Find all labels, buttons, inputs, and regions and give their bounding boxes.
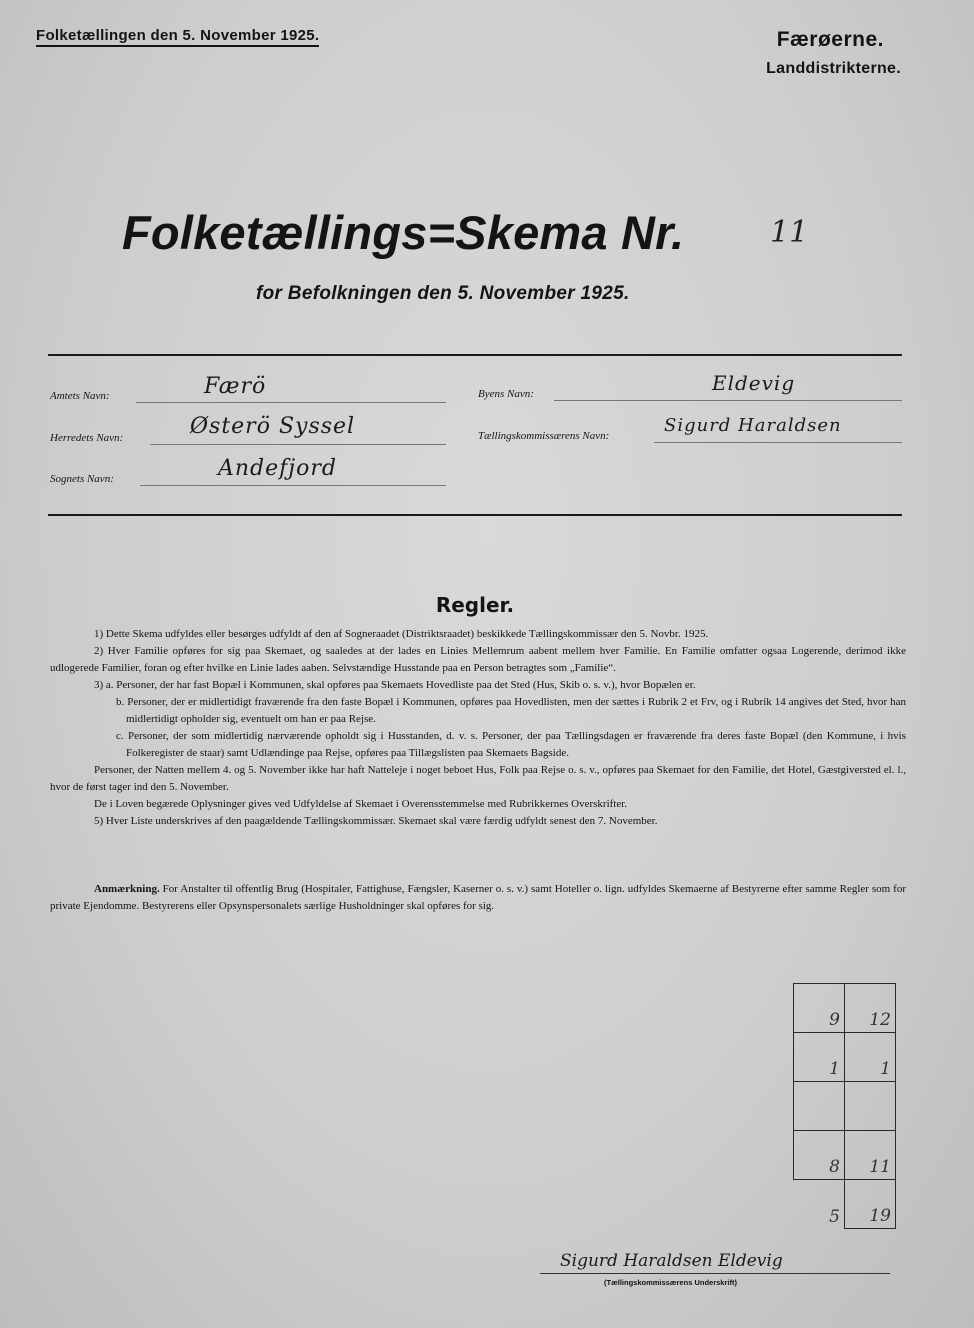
- sogn-label: Sognets Navn:: [50, 473, 114, 485]
- sogn-field-line: [140, 485, 446, 486]
- form-title: Folketællings=Skema Nr.: [122, 206, 685, 259]
- top-rule: [48, 354, 902, 356]
- rule-5: 5) Hver Liste underskrives af den paagældende Tællingskommissær. Skemaet skal være færdig udfyldt senest den 7. November.: [94, 815, 658, 827]
- form-number: 11: [770, 215, 809, 250]
- tally-cell: 1: [794, 1033, 845, 1082]
- tally-cell: [845, 1082, 896, 1131]
- district-header: Landdistrikterne.: [766, 60, 901, 77]
- amt-field-line: [136, 402, 446, 403]
- tally-grid: [793, 983, 896, 1229]
- rule-3b: b. Personer, der er midlertidigt fraværende fra den faste Bopæl i Kommunen, opføres paa Hovedlisten, men der sættes i Rubrik 2 et Frv, og i Rubrik 14 angives det Sted, hvor han midlertidigt opholder sig, eventuelt om han er paa Rejse.: [116, 696, 906, 725]
- by-label: Byens Navn:: [478, 388, 534, 400]
- herred-value: Østerö Syssel: [190, 414, 356, 439]
- tally-cell: 11: [845, 1131, 896, 1180]
- amt-value: Færö: [204, 374, 267, 399]
- amt-label: Amtets Navn:: [50, 390, 110, 402]
- herred-field-line: [150, 444, 446, 445]
- rule-4: De i Loven begærede Oplysninger gives ved Udfyldelse af Skemaet i Overensstemmelse med Rubrikkernes Overskrifter.: [94, 798, 628, 810]
- kommissaer-value: Sigurd Haraldsen: [664, 415, 842, 436]
- by-value: Eldevig: [712, 371, 796, 395]
- tally-cell: 19: [845, 1180, 896, 1229]
- rule-1: 1) Dette Skema udfyldes eller besørges udfyldt af den af Sogneraadet (Distriktsraadet) beskikkede Tællingskommissær den 5. Novbr. 1925.: [94, 628, 709, 640]
- census-date-header: Folketællingen den 5. November 1925.: [36, 27, 319, 47]
- tally-cell: 1: [845, 1033, 896, 1082]
- tally-cell: 12: [845, 984, 896, 1033]
- tally-cell: 5: [794, 1180, 845, 1229]
- rules-heading: Regler.: [435, 593, 515, 617]
- rule-2: 2) Hver Familie opføres for sig paa Skemaet, og saaledes at der lades en Linies Mellemrum aabent mellem hver Familie. En Familie omfatter ogsaa Logerende, derimod ikke udlogerede Familier, foran og efter hvilke en Linie lades aaben. Selvstændige Husstande paa en Person betragtes som „Familie“.: [50, 645, 906, 674]
- commissioner-signature: Sigurd Haraldsen Eldevig: [560, 1251, 783, 1271]
- sogn-value: Andefjord: [218, 456, 337, 481]
- kommissaer-field-line: [654, 442, 902, 443]
- remark: [50, 881, 906, 915]
- signature-caption: (Tællingskommissærens Underskrift): [604, 1278, 737, 1287]
- tally-cell: [794, 1082, 845, 1131]
- herred-label: Herredets Navn:: [50, 432, 124, 444]
- signature-line: [540, 1273, 890, 1274]
- rules-body: [50, 626, 906, 830]
- remark-text: For Anstalter til offentlig Brug (Hospitaler, Fattighuse, Fængsler, Kaserner o. s. v.) samt Hoteller o. lign. udfyldes Skemaerne af Bestyrerne efter samme Regler som for private Ejendomme. Bestyrerens eller Opsynspersonalets særlige Husholdninger skal opføres for sig.: [50, 883, 907, 912]
- form-subtitle: for Befolkningen den 5. November 1925.: [256, 283, 630, 304]
- by-field-line: [554, 400, 902, 401]
- tally-cell: 9: [794, 984, 845, 1033]
- rule-3a: 3) a. Personer, der har fast Bopæl i Kommunen, skal opføres paa Skemaets Hovedliste paa det Sted (Hus, Skib o. s. v.), hvor Bopælen er.: [94, 679, 696, 691]
- remark-label: Anmærkning.: [94, 883, 160, 895]
- tally-cell: 8: [794, 1131, 845, 1180]
- region-header: Færøerne.: [776, 28, 884, 51]
- bottom-rule: [48, 514, 902, 516]
- kommissaer-label: Tællingskommissærens Navn:: [478, 430, 610, 442]
- rule-3d: Personer, der Natten mellem 4. og 5. November ikke har haft Natteleje i noget beboet Hus, Folk paa Rejse o. s. v., opføres paa Skemaet for den Familie, det Hotel, Gæstgiversted el. l., hvor de først tager ind den 5. November.: [50, 764, 906, 793]
- rule-3c: c. Personer, der som midlertidig nærværende opholdt sig i Husstanden, d. v. s. Personer, der paa Tællingsdagen er fraværende fra deres faste Bopæl (den Kommune, i hvis Folkeregister de staar) samt Udlændinge paa Rejse, opføres paa Tillægslisten paa Skemaets Bagside.: [116, 730, 906, 759]
